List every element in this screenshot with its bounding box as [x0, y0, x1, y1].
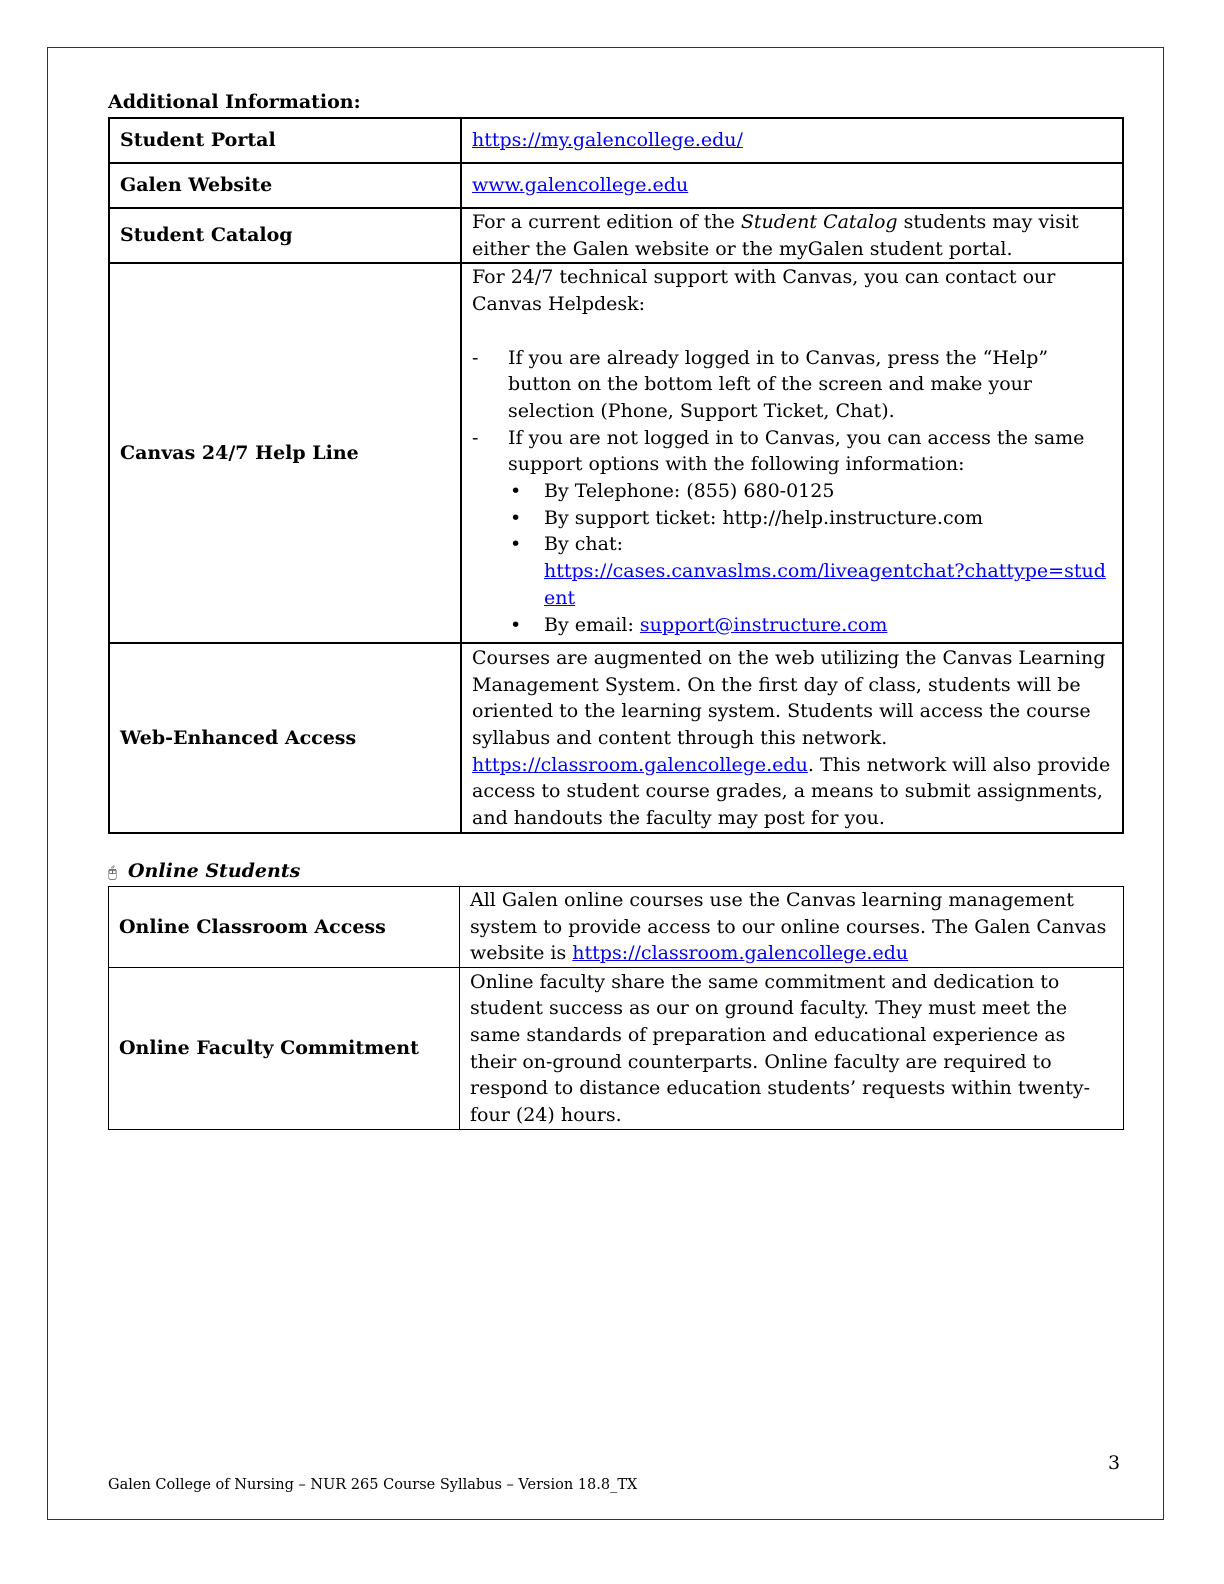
- online-students-heading: 🖰 Online Students: [108, 860, 301, 882]
- chat-link[interactable]: https://cases.canvaslms.com/liveagentchat?chattype=student: [544, 560, 1106, 609]
- list-item: - If you are already logged in to Canvas, press the “Help” button on the bottom left of the screen and make your selection (Phone, Support Ticket, Chat).: [472, 345, 1112, 425]
- online-classroom-link[interactable]: https://classroom.galencollege.edu: [572, 942, 909, 965]
- table-row: [109, 263, 1123, 643]
- row-label-online-classroom: Online Classroom Access: [109, 887, 460, 968]
- chat-item: • By chat: https://cases.canvaslms.com/liveagentchat?chattype=student: [508, 531, 1112, 611]
- online-students-table: [108, 886, 1124, 1130]
- page-footer: Galen College of Nursing – NUR 265 Course Syllabus – Version 18.8_TX: [108, 1477, 638, 1493]
- additional-info-table: [108, 117, 1124, 834]
- catalog-italic: Student Catalog: [740, 211, 898, 233]
- web-enhanced-text: Courses are augmented on the web utilizing the Canvas Learning Management System. On the first day of class, students will be oriented to the learning system. Students will access the course syllabus and content through this network. https://classroom.galencollege.edu. This network will also provide access to student course grades, a means to submit assignments, and handouts the faculty may post for you.: [461, 643, 1123, 833]
- student-catalog-text: For a current edition of the Student Catalog students may visit either the Galen website or the myGalen student portal.: [461, 208, 1123, 263]
- section-title: Additional Information:: [108, 91, 361, 113]
- online-classroom-text: All Galen online courses use the Canvas learning management system to provide access to our online courses. The Galen Canvas website is https://classroom.galencollege.edu: [460, 887, 1124, 968]
- classroom-link[interactable]: https://classroom.galencollege.edu: [472, 753, 808, 776]
- student-portal-link[interactable]: https://my.galencollege.edu/: [472, 129, 743, 152]
- list-item: - If you are not logged in to Canvas, you can access the same support options with the following information: • By Telephone: (855) 680-0125 • By support ticket: http://help.instructure.com • By chat: https://cases.canvaslms.com/liveagentchat?chattype=student • By email: support@instructure.com: [472, 425, 1112, 639]
- canvas-help-content: [461, 263, 1123, 643]
- row-label-web-enhanced: Web-Enhanced Access: [109, 643, 461, 833]
- mouse-icon: 🖰: [108, 863, 118, 881]
- table-row: [109, 968, 1124, 1130]
- ticket-item: • By support ticket: http://help.instructure.com: [508, 505, 1112, 532]
- table-row: [109, 163, 1123, 208]
- faculty-commitment-text: Online faculty share the same commitment and dedication to student success as our on ground faculty. They must meet the same standards of preparation and educational experience as their on-ground counterparts. Online faculty are required to respond to distance education students’ requests within twenty-four (24) hours.: [460, 968, 1124, 1130]
- email-item: • By email: support@instructure.com: [508, 612, 1112, 639]
- row-label-canvas-help: Canvas 24/7 Help Line: [109, 263, 461, 643]
- galen-website-link[interactable]: www.galencollege.edu: [472, 174, 689, 197]
- email-link[interactable]: support@instructure.com: [639, 613, 888, 636]
- table-row: [109, 118, 1123, 163]
- table-row: [109, 887, 1124, 968]
- row-label-student-catalog: Student Catalog: [109, 208, 461, 263]
- row-label-student-portal: Student Portal: [109, 118, 461, 163]
- table-row: [109, 643, 1123, 833]
- row-label-faculty-commitment: Online Faculty Commitment: [109, 968, 460, 1130]
- canvas-help-intro: For 24/7 technical support with Canvas, you can contact our Canvas Helpdesk:: [472, 266, 1056, 316]
- telephone-item: • By Telephone: (855) 680-0125: [508, 478, 1112, 505]
- row-label-galen-website: Galen Website: [109, 163, 461, 208]
- canvas-help-options: [472, 345, 1112, 639]
- table-row: [109, 208, 1123, 263]
- page-number: 3: [1108, 1452, 1121, 1474]
- support-options: [508, 478, 1112, 638]
